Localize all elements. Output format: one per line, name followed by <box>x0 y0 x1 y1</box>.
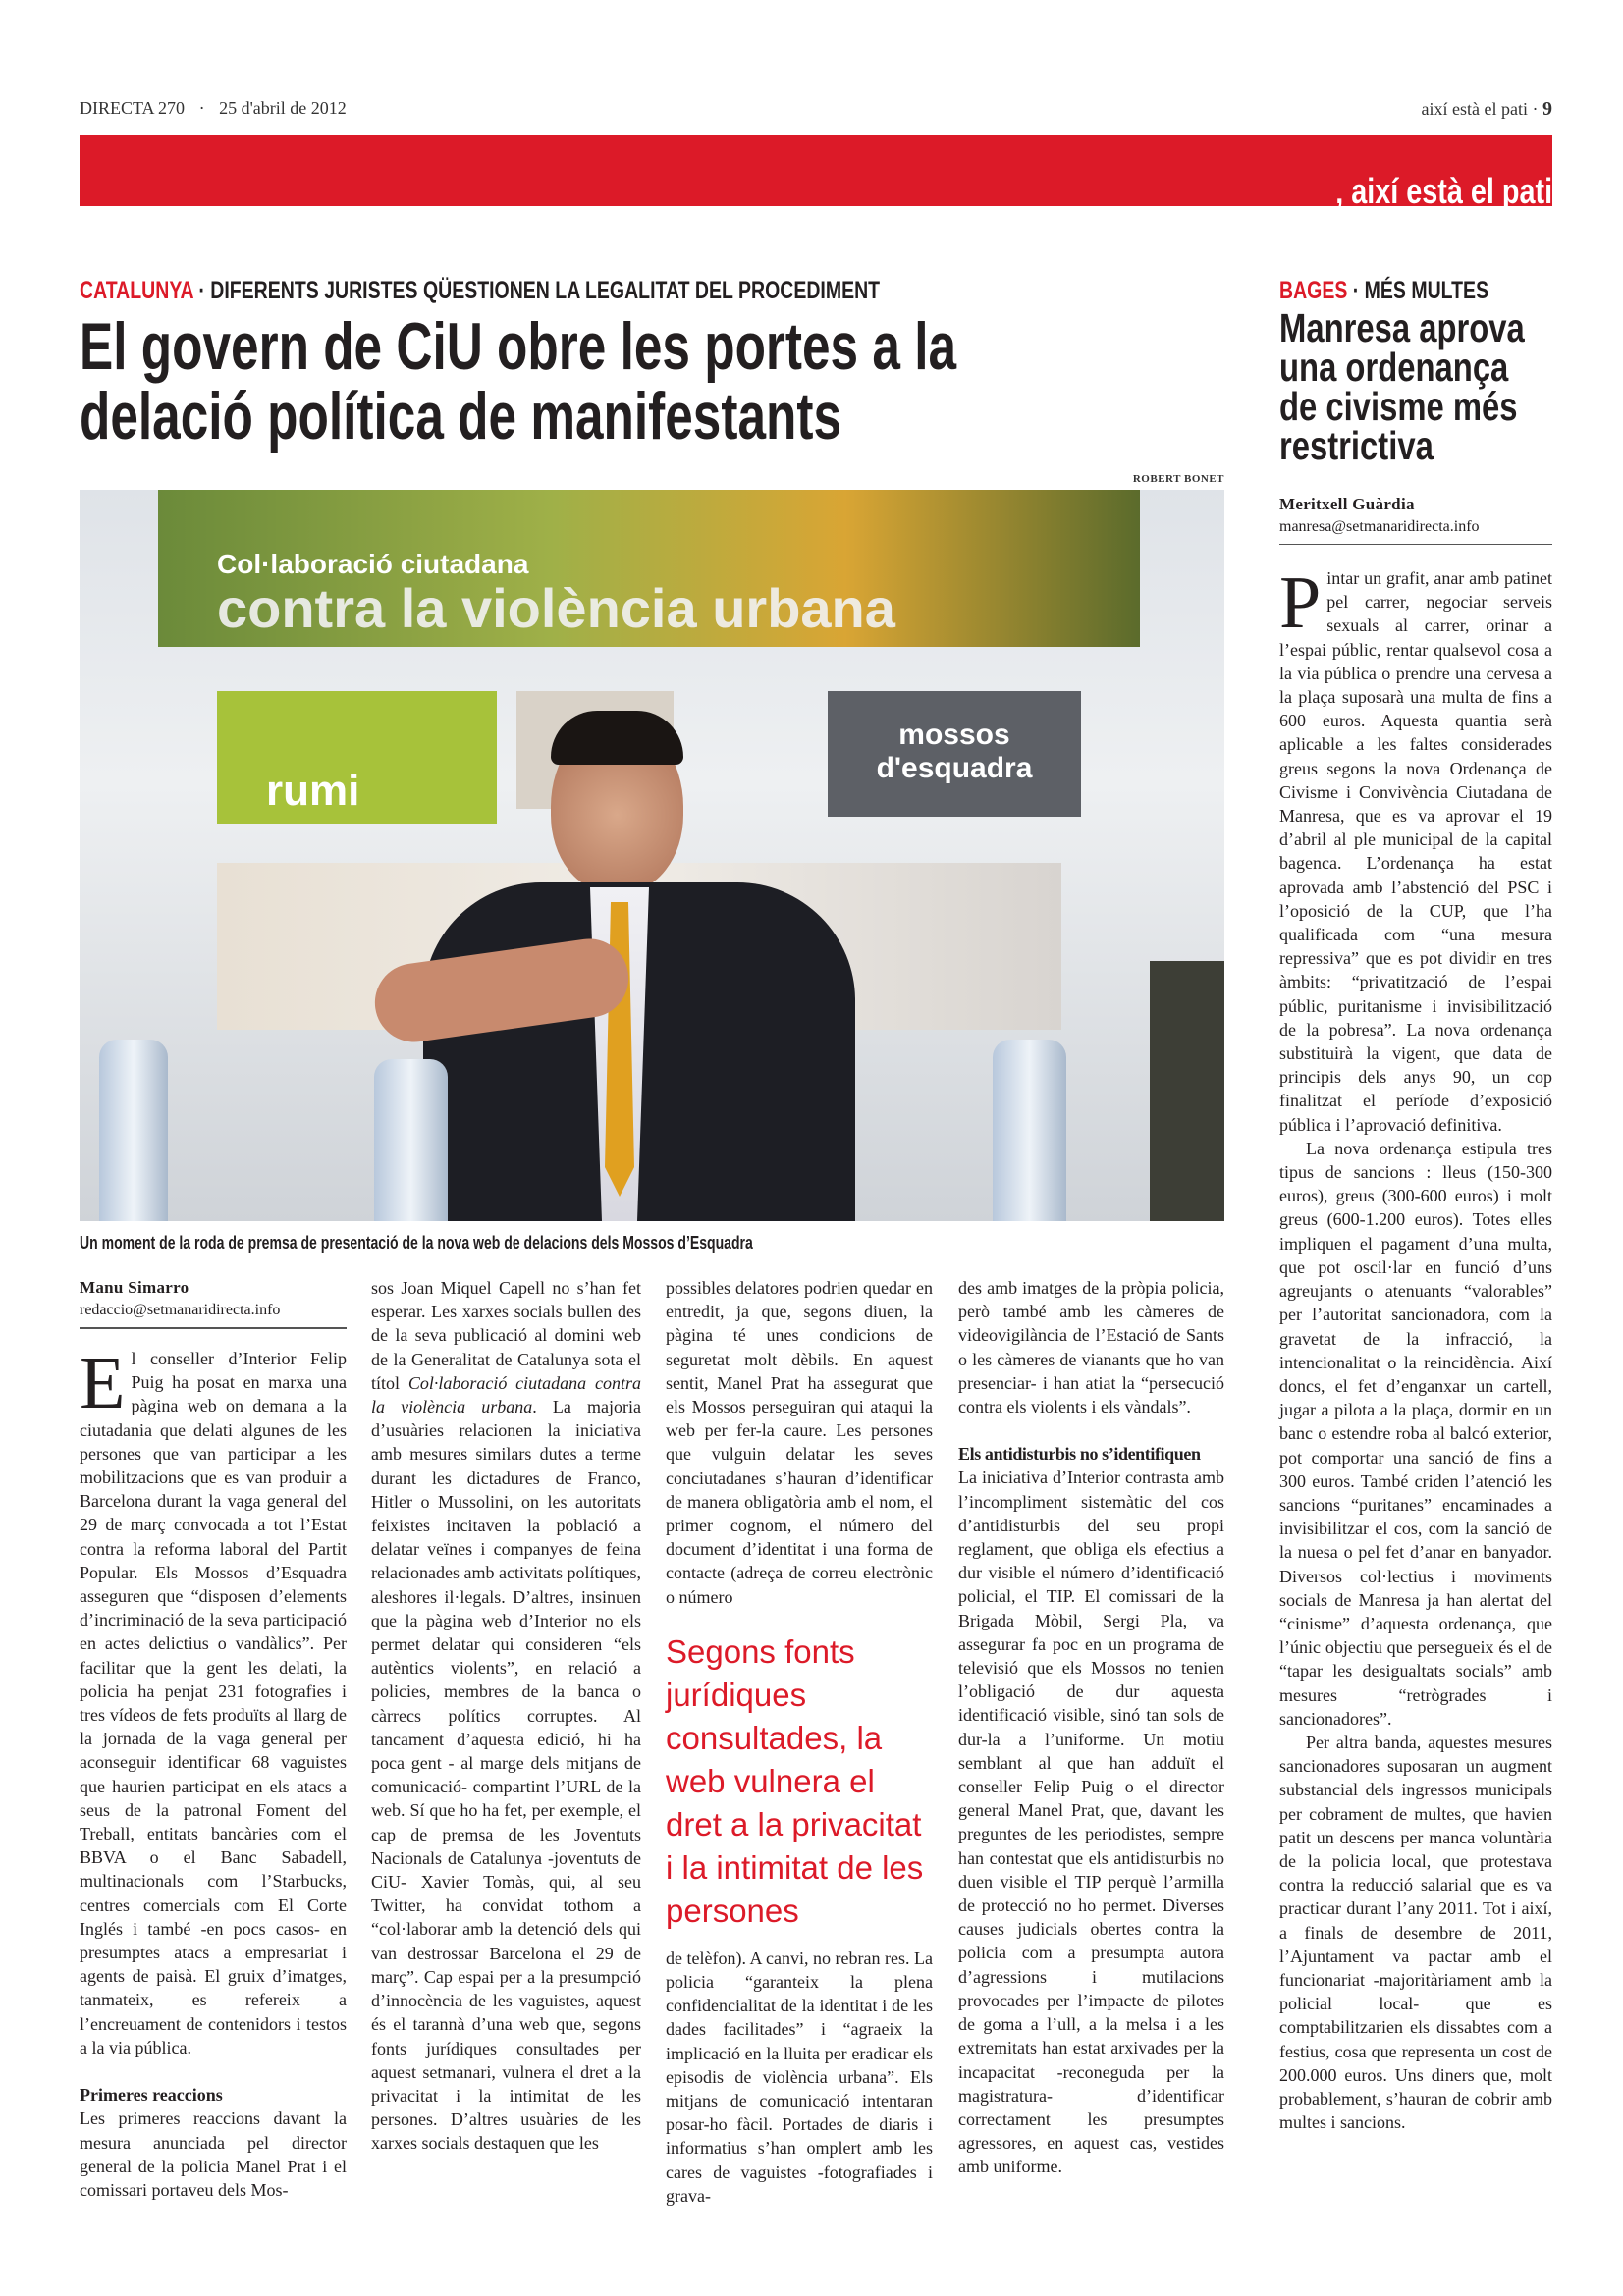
web-title-italic: Col·laboració ciutadana contra la violència urbana <box>371 1372 641 1417</box>
article-paragraph <box>371 1276 641 2156</box>
water-bottle <box>99 1040 168 1221</box>
officer-shoulder <box>1150 961 1224 1221</box>
headline-line-1: El govern de CiU obre les portes a la <box>80 309 957 384</box>
article-column-3 <box>666 1276 933 2208</box>
paragraph-text: intar un grafit, anar amb patinet pel carrer, negociar serveis sexuals al carrer, orinar a l’espai públic, rentar qualsevol cosa a la via pública o prendre una cervesa a la plaça suposarà una multa de fins a 600 euros. Aquesta quantia serà aplicable a les faltes considerades greus segons la nova Ordenança de Civisme i Convivència Ciutadana de Manresa, que es va aprovar el 19 d’abril al ple municipal de la capital bagenca. L’ordenança ha estat aprovada amb l’abstenció del PSC i l’oposició de la CUP, que l’ha qualificada com “una mesura repressiva” que es pot dividir en tres àmbits: “privatització de l’espai públic, puritanisme i invisibilització de la pobresa”. La nova ordenança substituirà la vigent, que data de principis dels anys 90, un cop finalitzat el període d’exposició pública i l’aprovació definitiva. <box>1279 568 1552 1135</box>
press-conference-photo <box>80 490 1224 1221</box>
article-paragraph: La nova ordenança estipula tres tipus de sancions : lleus (150-300 euros), greus (300-600 euros) i molt greus (600-1.200 euros). Totes elles impliquen el pagament d’una multa, que pot oscil·lar en funció d’uns agreujants o atenuants “valorables” per l’autoritat sancionadora, com la gravetat de la infracció, la intencionalitat o la reincidència. Així doncs, el fet d’enganxar un cartell, jugar a pilota a la plaça, dormir en un banc o estendre roba al balcó exterior, pot comportar una sanció de fins a 300 euros. També criden l’atenció les sancions “puritanes” encaminades a invisibilitzar el cos, com la sanció de la nuesa o pel fet d’anar en banyador. Diversos col·lectius i moviments socials de Manresa ja han alertat del “cinisme” d’aquesta ordenança, que l’únic objectiu que persegueix és el de “tapar les desigualtats socials” amb mesures “retrògrades i sancionadores”. <box>1279 1138 1552 1729</box>
kicker-topic: · DIFERENTS JURISTES QÜESTIONEN LA LEGALITAT DEL PROCEDIMENT <box>198 277 881 304</box>
screen-tile-mossos <box>828 691 1081 817</box>
author-name: Manu Simarro <box>80 1278 189 1297</box>
drop-cap: E <box>80 1342 126 1424</box>
page-header-right <box>1422 98 1552 121</box>
drop-cap: P <box>1279 561 1322 644</box>
tile-mossos-line1: mossos <box>898 719 1010 751</box>
kicker-region: CATALUNYA <box>80 277 193 304</box>
section-name: així està el pati · <box>1421 99 1539 119</box>
author-email[interactable]: manresa@setmanaridirecta.info <box>1279 518 1480 535</box>
photo-caption: Un moment de la roda de premsa de presentació de la nova web de delacions dels Mossos d’Esquadra <box>80 1233 753 1253</box>
side-article-column <box>1279 493 1552 2134</box>
byline-divider <box>1279 544 1552 545</box>
subheading: Primeres reaccions <box>80 2085 223 2106</box>
subheading: Els antidisturbis no s’identifiquen <box>958 1444 1201 1465</box>
page-number: 9 <box>1542 98 1552 120</box>
issue-number: DIRECTA 270 <box>80 98 186 118</box>
kicker-topic: · MÉS MULTES <box>1352 277 1489 304</box>
paragraph-text: sos Joan Miquel Capell no s’han fet esperar. Les xarxes socials bullen des de la seva publicació al domini web de la Generalitat de Catalunya sota el títol <box>371 1278 641 1393</box>
article-paragraph <box>80 1342 347 2059</box>
article-paragraph <box>1279 561 1552 1137</box>
tile-mossos-line2: d'esquadra <box>876 752 1033 784</box>
author-name: Meritxell Guàrdia <box>1279 495 1415 513</box>
article-column-1 <box>80 1276 347 2202</box>
header-separator: · <box>198 98 205 118</box>
issue-date: 25 d'abril de 2012 <box>219 98 347 118</box>
pull-quote: Segons fonts jurídiques consultades, la web vulnera el dret a la privacitat i la intimitat de les persones <box>666 1632 924 1929</box>
page-header-left <box>80 98 347 119</box>
kicker-region: BAGES <box>1279 277 1348 304</box>
main-kicker <box>80 277 880 305</box>
paragraph-text: . La majoria d’usuàries relacionen la iniciativa amb mesures similars dutes a terme durant les dictadures de Franco, Hitler o Mussolini, on les autoritats feixistes incitaven la població a delatar veïnes i companyes de feina relacionades amb activitats polítiques, aleshores il·legals. D’altres, insinuen que la pàgina web d’Interior no els permet delatar qui consideren “els autèntics violents”, en relació a policies, membres de la banca o càrrecs polítics corruptes. Al tancament d’aquesta edició, hi ha poca gent - al marge dels mitjans de comunicació- compartint l’URL de la web. Sí que ho ha fet, per exemple, el cap de premsa de les Joventuts Nacionals de Catalunya -joventuts de CiU- Xavier Tomàs, qui, al seu Twitter, ha convidat tothom a “col·laborar amb la detenció dels qui van destrossar Barcelona el 29 de març”. Cap espai per a la presumpció d’innocència de les vaguistes, aquest és el tarannà d’una web que, segons fonts jurídiques consultades per aquest setmanari, vulnera el dret a la privacitat i la intimitat de les persones. D’altres usuàries de les xarxes socials destaquen que les <box>371 1397 641 2154</box>
byline-divider <box>80 1327 347 1329</box>
side-kicker <box>1279 277 1488 305</box>
section-banner <box>80 135 1552 211</box>
paragraph-text: l conseller d’Interior Felip Puig ha posat en marxa una pàgina web on demana a la ciutadania que delati algunes de les persones que van participar a les mobilitzacions que es van produir a Barcelona durant la vaga general del 29 de març convocada a tot l’Estat contra la reforma laboral del Partit Popular. Els Mossos d’Esquadra asseguren que “disposen d’elements d’incriminació de la seva participació en actes delictius o vandàlics”. Per facilitar que la gent les delati, la policia ha penjat 231 fotografies i tres vídeos de fets produïts al llarg de la jornada de la vaga general per aconseguir identificar 68 vaguistes que haurien participat en els atacs a seus de la patronal Foment del Treball, entitats bancàries com el BBVA o el Banc Sabadell, multinacionals com l’Starbucks, centres comercials com El Corte Inglés i també -en pocs casos- en presumptes atacs a empresariat i agents de paisà. El gruix d’imatges, tanmateix, es refereix a l’encreuament de contenidors i testos a la via pública. <box>80 1349 347 2057</box>
article-paragraph: Les primeres reaccions davant la mesura anunciada pel director general de la policia Manel Prat i el comissari portaveu dels Mos- <box>80 2109 347 2200</box>
water-bottle <box>374 1059 448 1221</box>
article-column-4 <box>958 1276 1224 2179</box>
tile-rumi-label: rumi <box>266 767 360 815</box>
headline-line-2: delació política de manifestants <box>80 379 842 454</box>
section-banner-title: ‚ així està el pati <box>1335 171 1552 211</box>
screen-banner-small: Col·laboració ciutadana <box>217 549 529 579</box>
screen-tile-rumi <box>217 691 497 824</box>
article-column-2 <box>371 1276 641 2156</box>
article-paragraph: possibles delatores podrien quedar en entredit, ja que, segons diuen, la pàgina té unes condicions de seguretat molt dèbils. En aquest sentit, Manel Prat ha assegurat que els Mossos perseguiran qui ataqui la web per fer-la caure. Les persones que vulguin delatar les seves conciutadanes s’hauran d’identificar de manera obligatòria amb el nom, el primer cognom, el número del document d’identitat i una forma de contacte (adreça de correu electrònic o número <box>666 1278 933 1607</box>
author-email[interactable]: redaccio@setmanaridirecta.info <box>80 1302 281 1318</box>
speaker-hair <box>551 711 683 765</box>
article-paragraph: Per altra banda, aquestes mesures sancionadores suposaran un augment substancial dels ingressos municipals per cobrament de multes, que havien patit un descens per manca voluntària de la policia local, que protestava contra la reducció salarial que es va practicar durant l’any 2011. Tot i així, a finals de desembre de 2011, l’Ajuntament va pactar amb el funcionariat -majoritàriament amb la policial local- que es comptabilitzarien els dissabtes com a festius, cosa que representa un cost de 200.000 euros. Uns diners que, molt probablement, s’hauran de cobrir amb multes i sancions. <box>1279 1732 1552 2133</box>
article-paragraph: des amb imatges de la pròpia policia, però també amb les càmeres de videovigilància de l’Estació de Sants o les càmeres de vianants que ho van presenciar- i han atiat la “persecució contra els violents i els vàndals”. <box>958 1278 1224 1417</box>
main-headline <box>80 309 957 454</box>
side-headline: Manresa aprova una ordenança de civisme més restrictiva <box>1279 305 1525 468</box>
article-paragraph: La iniciativa d’Interior contrasta amb l’incompliment sistemàtic del cos d’antidisturbis del seu propi reglament, que obliga els efectius a dur visible el número d’identificació policial, el TIP. El comissari de la Brigada Mòbil, Sergi Pla, va assegurar fa poc en un programa de televisió que els Mossos no tenien l’obligació de dur aquesta identificació visible, sinó tan sols de dur-la a l’uniforme. Un motiu semblant al que han adduït el conseller Felip Puig o el director general Manel Prat, que, davant les preguntes de les periodistes, sempre han contestat que els antidisturbis no duen visible el TIP perquè l’armilla de protecció no ho permet. Diverses causes judicials obertes contra la policia com a presumpta autora d’agressions i mutilacions provocades per l’impacte de pilotes de goma a l’ull, a la melsa i a les extremitats han estat arxivades per la incapacitat -reconeguda per la magistratura- d’identificar correctament les presumptes agressores, en aquest cas, vestides amb uniforme. <box>958 1468 1224 2177</box>
photo-credit: ROBERT BONET <box>1132 473 1224 485</box>
article-paragraph: de telèfon). A canvi, no rebran res. La policia “garanteix la plena confidencialitat de la identitat i de les dades facilitades” i “agraeix la implicació en la lluita per eradicar els episodis de violència urbana”. Els mitjans de comunicació intentaran posar-ho fàcil. Portades de diaris i informatius s’han omplert amb les cares de vaguistes -fotografiades i grava- <box>666 1948 933 2206</box>
water-bottle <box>993 1040 1066 1221</box>
screen-banner-big: contra la violència urbana <box>217 577 895 639</box>
